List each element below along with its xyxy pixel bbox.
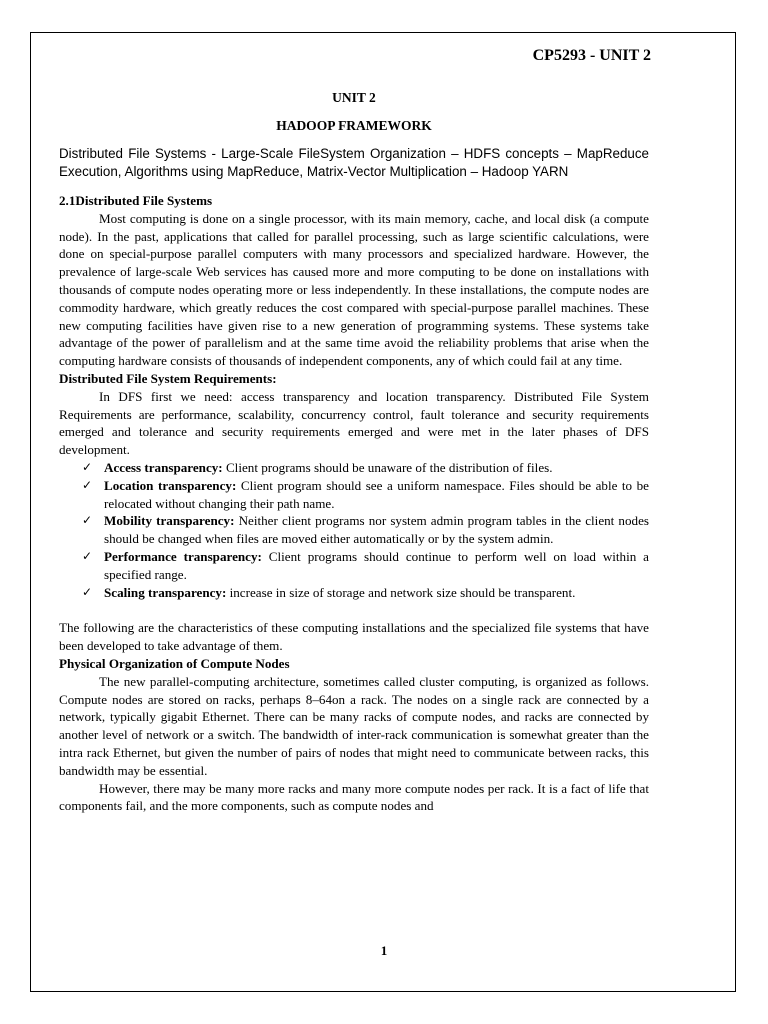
list-item — [82, 584, 649, 602]
list-item-term: Performance transparency: — [104, 548, 262, 564]
checkmark-icon: ✓ — [82, 513, 93, 528]
list-item — [82, 459, 649, 477]
page-number: 1 — [380, 943, 388, 958]
list-item-text: Client programs should continue to perform well on load within a specified range. — [104, 548, 649, 582]
checkmark-icon: ✓ — [82, 584, 93, 599]
spacer — [59, 601, 649, 619]
syllabus-topics: Distributed File Systems - Large-Scale FileSystem Organization – HDFS concepts – MapReduce Execution, Algorithms using MapReduce, Matrix-Vector Multiplication – Hadoop YARN — [59, 146, 649, 179]
section-heading-distributed-file-systems: 2.1Distributed File Systems — [59, 193, 213, 208]
paragraph-distributed-file-systems: Most computing is done on a single processor, with its main memory, cache, and local disk (a compute node). In the past, applications that called for parallel processing, such as large scientific calculations, were done on special-purpose parallel computers with many processors and specialized hardware. However, the prevalence of large-scale Web services has caused more and more computing to be done on installations with thousands of compute nodes operating more or less independently. In these installations, the compute nodes are commodity hardware, which greatly reduces the cost compared with special-purpose parallel machines. These new computing facilities have given rise to a new generation of programming systems. These systems take advantage of the power of parallelism and at the same time avoid the reliability problems that arise when the computing hardware consists of thousands of independent components, any of which could fail at any time. — [59, 210, 649, 369]
list-item-term: Scaling transparency: — [104, 584, 227, 600]
paragraph-dfs-requirements: In DFS first we need: access transparency and location transparency. Distributed File System Requirements are performance, scalability, concurrency control, fault tolerance and security requirements emerged and tolerance and security requirements emerged and were met in the later phases of DFS development. — [59, 388, 649, 458]
list-item-text: Client program should see a uniform namespace. Files should be able to be relocated without changing their path name. — [104, 477, 649, 511]
checkmark-icon: ✓ — [82, 477, 93, 492]
subheading-physical-organization: Physical Organization of Compute Nodes — [59, 655, 290, 671]
list-item-term: Mobility transparency: — [104, 513, 235, 529]
transparency-list — [59, 459, 649, 601]
list-item — [82, 512, 649, 548]
paragraph-components-fail: However, there may be many more racks and many more compute nodes per rack. It is a fact of life that components fail, and the more components, such as compute nodes and — [59, 780, 649, 814]
chapter-title: HADOOP FRAMEWORK — [276, 118, 432, 133]
list-item-text: Client programs should be unaware of the distribution of files. — [222, 459, 553, 475]
checkmark-icon: ✓ — [82, 548, 93, 563]
unit-title: UNIT 2 — [332, 90, 376, 105]
paragraph-cluster-computing: The new parallel-computing architecture, sometimes called cluster computing, is organized as follows. Compute nodes are stored on racks, perhaps 8–64on a rack. The nodes on a single rack are connected by a network, typically gigabit Ethernet. There can be many racks of compute nodes, and racks are connected by another level of network or a switch. The bandwidth of inter-rack communication is somewhat greater than the intra rack Ethernet, but given the number of pairs of nodes that might need to communicate between racks, this bandwidth may be essential. — [59, 673, 649, 778]
list-item-text: Neither client programs nor system admin program tables in the client nodes should be changed when files are moved either automatically or by the system admin. — [104, 513, 649, 547]
paragraph-characteristics-intro: The following are the characteristics of these computing installations and the specialized file systems that have been developed to take advantage of them. — [59, 620, 649, 654]
checkmark-icon: ✓ — [82, 459, 93, 474]
document-body — [59, 46, 649, 815]
list-item — [82, 548, 649, 584]
list-item-term: Location transparency: — [104, 477, 237, 493]
subheading-dfs-requirements: Distributed File System Requirements: — [59, 370, 277, 386]
list-item-text: increase in size of storage and network size should be transparent. — [226, 584, 576, 600]
list-item — [82, 477, 649, 513]
list-item-term: Access transparency: — [104, 459, 223, 475]
unit-code: CP5293 - UNIT 2 — [532, 47, 651, 64]
